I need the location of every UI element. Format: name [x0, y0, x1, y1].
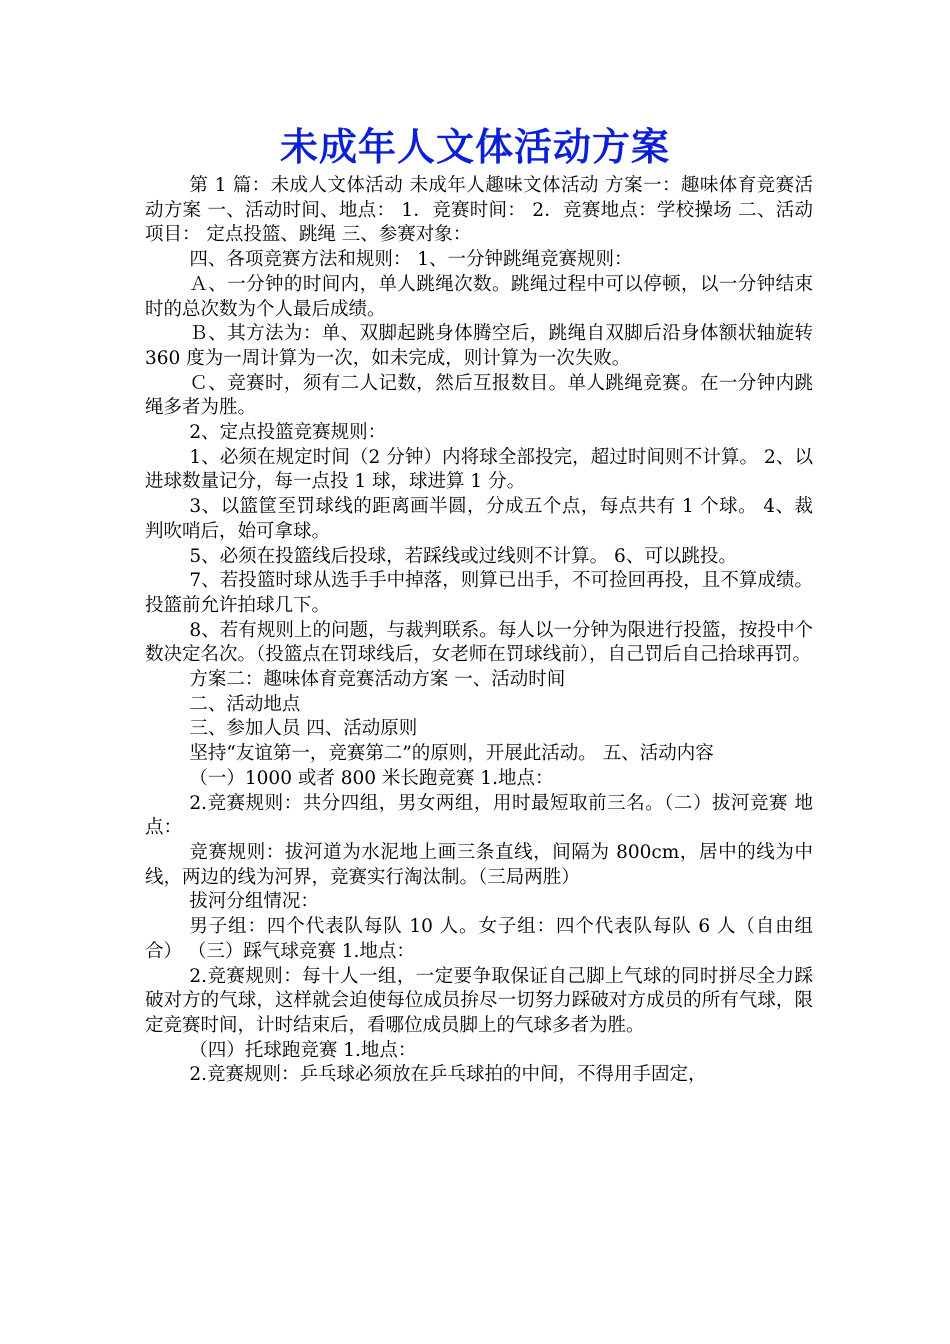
paragraph: 2.竞赛规则：共分四组，男女两组，用时最短取前三名。（二）拔河竞赛 地点： [145, 792, 813, 839]
paragraph: Ｂ、其方法为：单、双脚起跳身体腾空后，跳绳自双脚后沿身体额状轴旋转 360 度为一周计算为一次，如未完成，则计算为一次失败。 [145, 323, 813, 369]
paragraph: 7、若投篮时球从选手手中掉落，则算已出手，不可捡回再投，且不算成绩。投篮前允许拍球几下。 [145, 570, 813, 616]
paragraph: 2、定点投篮竞赛规则： [189, 422, 387, 444]
paragraph: 二、活动地点 [189, 693, 301, 715]
paragraph: 2.竞赛规则：每十人一组，一定要争取保证自己脚上气球的同时拼尽全力踩破对方的气球，这样就会迫使每位成员拚尽一切努力踩破对方成员的所有气球，限定竞赛时间，计时结束后，看哪位成员脚上的气球多者为胜。 [145, 965, 813, 1036]
paragraph: （四）托球跑竞赛 1.地点： [189, 1039, 417, 1061]
paragraph: 2.竞赛规则：乒乓球必须放在乒乓球拍的中间，不得用手固定， [189, 1064, 707, 1086]
paragraph: 坚持“友谊第一，竞赛第二”的原则，开展此活动。 五、活动内容 [189, 743, 714, 765]
paragraph: （一）1000 或者 800 米长跑竞赛 1.地点： [189, 767, 554, 789]
paragraph: Ａ、一分钟的时间内，单人跳绳次数。跳绳过程中可以停顿，以一分钟结束时的总次数为个人最后成绩。 [145, 273, 813, 320]
paragraph: 四、各项竞赛方法和规则： 1、一分钟跳绳竞赛规则： [189, 249, 633, 271]
paragraph: 第 1 篇：未成人文体活动 未成年人趣味文体活动 方案一：趣味体育竞赛活动方案 一、活动时间、地点： 1．竞赛时间： 2．竞赛地点：学校操场 二、活动项目： 定点投篮、跳绳 三、参赛对象： [145, 175, 813, 246]
paragraph: 拔河分组情况： [189, 891, 319, 913]
paragraph: 8、若有规则上的问题，与裁判联系。每人以一分钟为限进行投篮，按投中个数决定名次。（投篮点在罚球线后，女老师在罚球线前），自己罚后自己拾球再罚。 [145, 619, 813, 666]
document-title: 未成年人文体活动方案 [279, 125, 670, 169]
paragraph: 三、参加人员 四、活动原则 [189, 718, 418, 740]
paragraph: 5、必须在投篮线后投球，若踩线或过线则不计算。 6、可以跳投。 [189, 545, 737, 567]
paragraph: 方案二：趣味体育竞赛活动方案 一、活动时间 [189, 669, 566, 691]
paragraph: 男子组：四个代表队每队 10 人。女子组：四个代表队每队 6 人（自由组合） （三）踩气球竞赛 1.地点： [145, 916, 813, 962]
paragraph: 竞赛规则：拔河道为水泥地上画三条直线，间隔为 800cm，居中的线为中线，两边的线为河界，竞赛实行淘汰制。（三局两胜） [145, 841, 813, 888]
document-body [145, 174, 813, 1088]
paragraph: 3、以篮筐至罚球线的距离画半圆，分成五个点，每点共有 1 个球。 4、裁判吹哨后，始可拿球。 [145, 496, 813, 542]
paragraph: Ｃ、竞赛时，须有二人记数，然后互报数目。单人跳绳竞赛。在一分钟内跳绳多者为胜。 [145, 372, 813, 419]
paragraph: 1、必须在规定时间（2 分钟）内将球全部投完，超过时间则不计算。 2、以进球数量记分，每一点投 1 球，球进算 1 分。 [145, 446, 813, 493]
